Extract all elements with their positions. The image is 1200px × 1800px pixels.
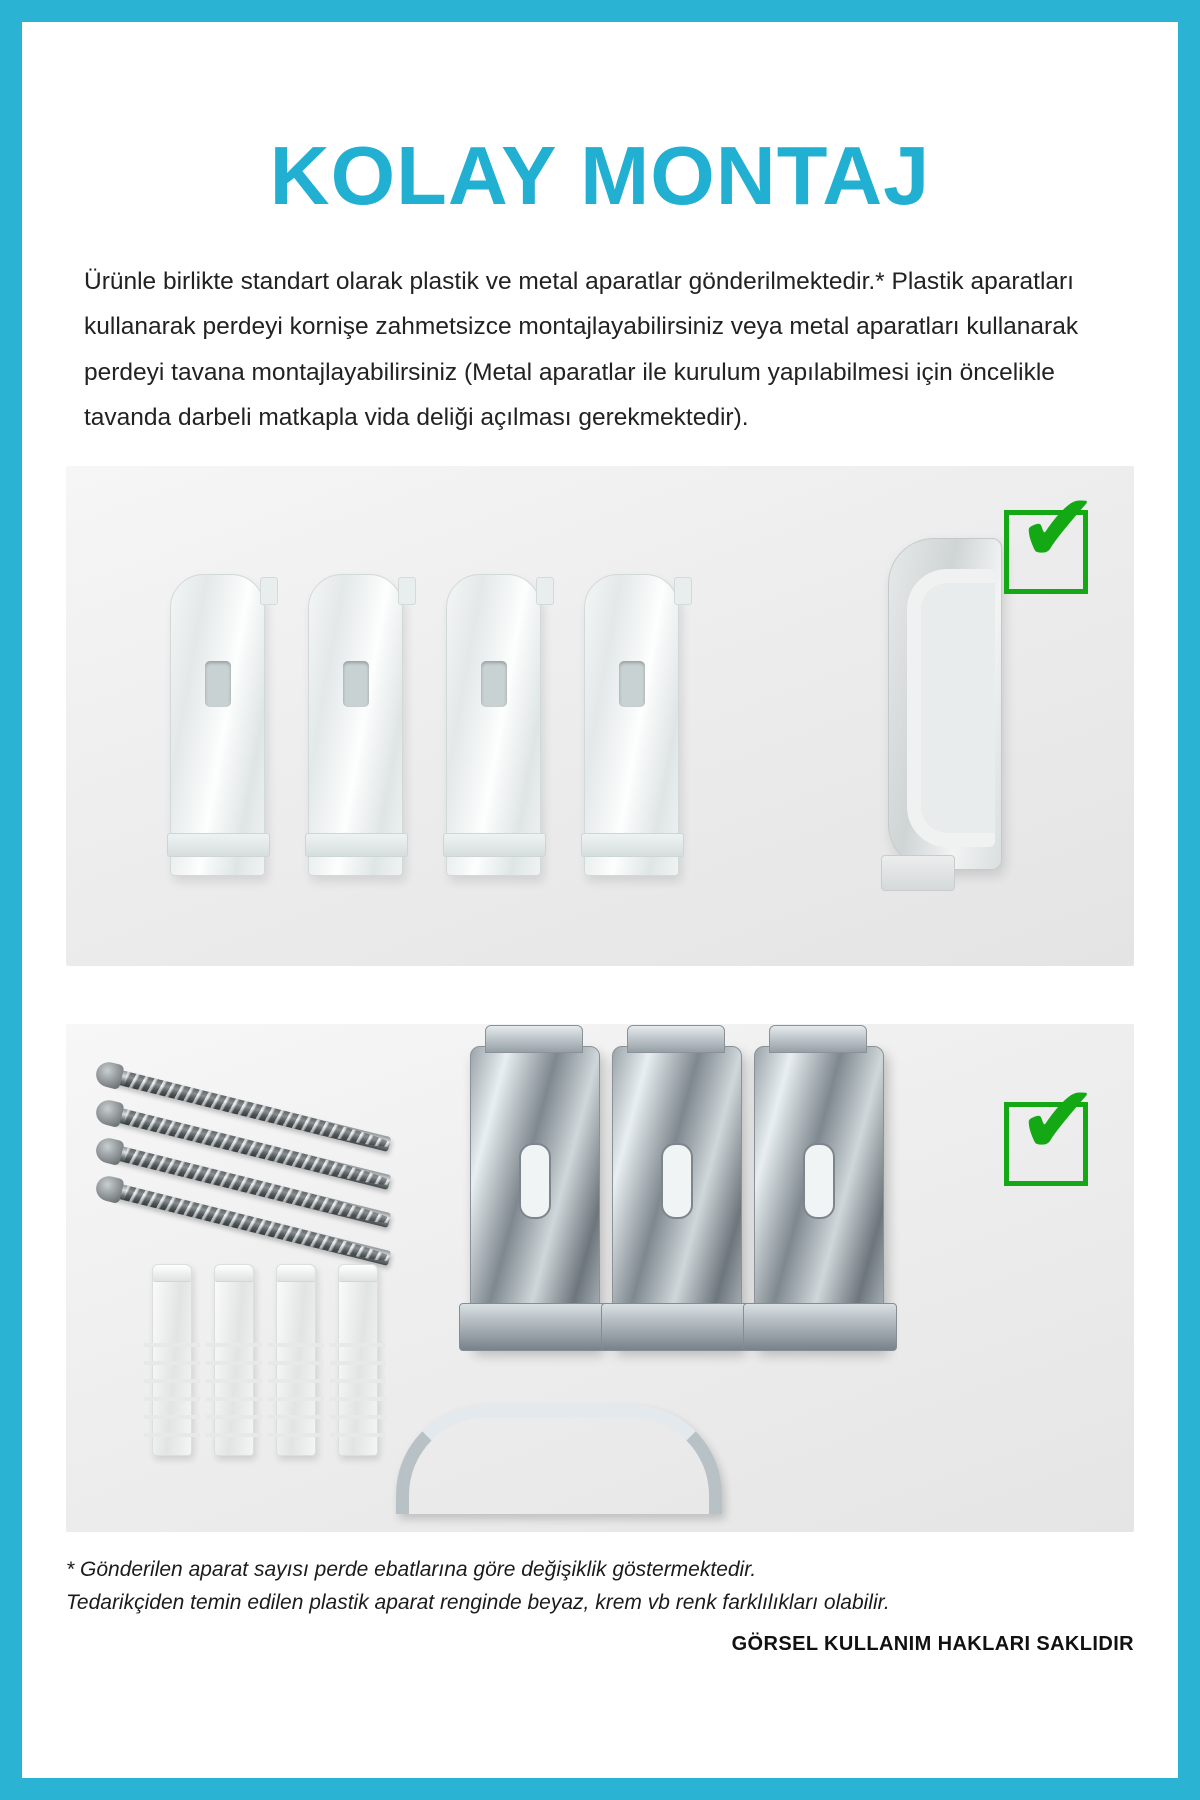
metal-bracket: [754, 1046, 884, 1348]
bracket-foot: [601, 1303, 755, 1351]
footnote-aparat-sayisi: * Gönderilen aparat sayısı perde ebatlarına göre değişiklik göstermektedir.: [66, 1558, 757, 1582]
bracket-slot: [803, 1143, 835, 1219]
plastic-clip: [584, 574, 679, 876]
screw-head: [93, 1136, 124, 1167]
bracket-top-tab: [769, 1025, 867, 1053]
screw-head: [93, 1174, 124, 1205]
bracket-foot: [459, 1303, 613, 1351]
clip-lip: [581, 833, 684, 857]
wall-plug-collar: [215, 1265, 253, 1282]
clip-tab: [674, 577, 692, 605]
clip-tab: [260, 577, 278, 605]
wall-plug-fins: [206, 1329, 262, 1441]
footnote-renk-farki: Tedarikçiden temin edilen plastik aparat renginde beyaz, krem vb renk farklılıkları olabilir.: [66, 1590, 890, 1614]
clip-lip: [305, 833, 408, 857]
wall-plug: [276, 1264, 316, 1456]
end-clip-inner: [907, 569, 995, 847]
wall-plug-fins: [268, 1329, 324, 1441]
clip-lip: [167, 833, 270, 857]
screw-thread: [124, 1072, 392, 1152]
wall-plug-collar: [277, 1265, 315, 1282]
check-mark-icon: ✔: [1017, 472, 1098, 585]
plastic-end-clip: [888, 538, 1002, 870]
wall-plug-fins: [330, 1329, 386, 1441]
wall-plug-fins: [144, 1329, 200, 1441]
bracket-top-tab: [627, 1025, 725, 1053]
screw-thread: [124, 1148, 392, 1228]
wall-plug-collar: [339, 1265, 377, 1282]
clip-tab: [398, 577, 416, 605]
footnotes: [66, 1554, 1134, 1619]
bracket-slot: [519, 1143, 551, 1219]
screw-thread: [124, 1110, 392, 1190]
bracket-foot: [743, 1303, 897, 1351]
bracket-slot: [661, 1143, 693, 1219]
screw-head: [93, 1098, 124, 1129]
metal-spring-clip: [396, 1405, 722, 1514]
plastic-clip: [446, 574, 541, 876]
wall-plug-collar: [153, 1265, 191, 1282]
metal-bracket: [470, 1046, 600, 1348]
intro-paragraph: Ürünle birlikte standart olarak plastik ve metal aparatlar gönderilmektedir.* Plastik aparatları kullanarak perdeyi kornişe zahmetsizce montajlayabilirsiniz veya metal aparatları kullanarak perdeyi tavana montajlayabilirsiniz (Metal aparatlar ile kurulum yapılabilmesi için öncelikle tavanda darbeli matkapla vida deliği açılması gerekmektedir).: [84, 268, 1079, 431]
clip-tab: [536, 577, 554, 605]
metal-parts-photo: [66, 1024, 1134, 1532]
wall-plug: [214, 1264, 254, 1456]
metal-bracket: [612, 1046, 742, 1348]
wall-plug: [152, 1264, 192, 1456]
plastic-clip: [308, 574, 403, 876]
page-canvas: [22, 22, 1178, 1778]
plastic-parts-photo: [66, 466, 1134, 966]
screw-thread: [124, 1186, 392, 1266]
wall-plug: [338, 1264, 378, 1456]
bracket-top-tab: [485, 1025, 583, 1053]
end-clip-foot: [881, 855, 955, 891]
screw: [110, 1182, 391, 1266]
page-title: KOLAY MONTAJ: [269, 129, 931, 222]
clip-lip: [443, 833, 546, 857]
screw-head: [93, 1060, 124, 1091]
check-mark-icon: ✔: [1017, 1064, 1098, 1177]
plastic-clip: [170, 574, 265, 876]
rights-notice: GÖRSEL KULLANIM HAKLARI SAKLIDIR: [731, 1633, 1134, 1656]
